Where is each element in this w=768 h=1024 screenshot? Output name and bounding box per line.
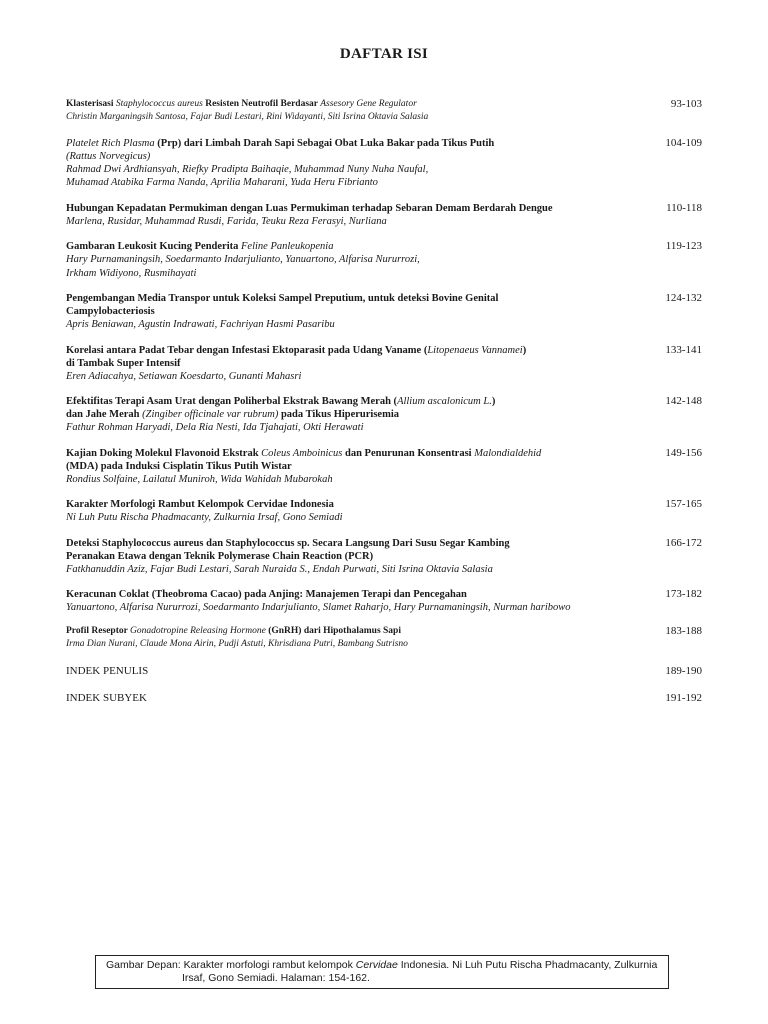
toc-entry[interactable] — [66, 98, 706, 125]
toc-entry-pages: 104-109 — [665, 136, 702, 149]
toc-entry-authors: Christin Marganingsih Santosa, Fajar Budi Lestari, Rini Widayanti, Siti Isrina Oktavia Salasia — [66, 112, 429, 122]
toc-entry-authors: Rondius Solfaine, Lailatul Muniroh, Wida Wahidah Mubarokah — [66, 473, 333, 485]
toc-entry[interactable] — [66, 202, 706, 229]
toc-entry-title: Keracunan Coklat (Theobroma Cacao) pada Anjing: Manajemen Terapi dan Pencegahan — [66, 589, 467, 600]
toc-entry-title: Profil Reseptor Gonadotropine Releasing Hormone (GnRH) dari Hipothalamus Sapi — [66, 625, 401, 636]
toc-entry[interactable] — [66, 537, 706, 577]
toc-entry-title: Efektifitas Terapi Asam Urat dengan Poliherbal Ekstrak Bawang Merah (Allium ascalonicum L.) dan Jahe Merah (Zingiber officinale var rubrum) pada Tikus Hiperurisemia — [66, 396, 496, 420]
toc-entry-authors: Ni Luh Putu Rischa Phadmacanty, Zulkurnia Irsaf, Gono Semiadi — [66, 512, 343, 523]
toc-entry[interactable] — [66, 447, 706, 487]
toc-index-label: INDEK PENULIS — [66, 665, 149, 677]
toc-entry-title: Pengembangan Media Transpor untuk Koleksi Sampel Preputium, untuk deteksi Bovine Genital Campylobacteriosis — [66, 293, 499, 317]
cover-caption-box — [95, 955, 669, 989]
toc-entry-pages: 93-103 — [670, 98, 702, 110]
toc-entry-authors: Fathur Rohman Haryadi, Dela Ria Nesti, Ida Tjahajati, Okti Herawati — [66, 422, 364, 433]
toc-entry-authors: Eren Adiacahya, Setiawan Koesdarto, Gunanti Mahasri — [66, 370, 302, 382]
toc-entry-authors: Rahmad Dwi Ardhiansyah, Riefky Pradipta Baihaqie, Muhammad Nuny Nuha Naufal, — [66, 163, 429, 175]
cover-caption-italic: Cervidae — [355, 959, 398, 971]
toc-entry-title: Platelet Rich Plasma (Prp) dari Limbah Darah Sapi Sebagai Obat Luka Bakar pada Tikus Putih (Rattus Norvegicus) — [66, 137, 495, 162]
toc-entry-title: Gambaran Leukosit Kucing Penderita Feline Panleukopenia — [66, 241, 334, 252]
toc-entry-pages: 149-156 — [665, 446, 702, 459]
cover-caption-text-b: Indonesia. Ni Luh Putu Rischa Phadmacanty, Zulkurnia — [397, 959, 658, 971]
toc-entry-pages: 124-132 — [665, 292, 702, 304]
toc-index-label: INDEK SUBYEK — [66, 692, 147, 704]
toc-entry[interactable] — [66, 240, 706, 280]
cover-caption-line-2: Irsaf, Gono Semiadi. Halaman: 154-162. — [182, 972, 370, 984]
toc-entry-pages: 173-182 — [665, 588, 702, 600]
toc-entry-title: Deteksi Staphylococcus aureus dan Staphylococcus sp. Secara Langsung Dari Susu Segar Kambing Peranakan Etawa dengan Teknik Polymerase Chain Reaction (PCR) — [66, 537, 510, 562]
toc-entry-title: Kajian Doking Molekul Flavonoid Ekstrak Coleus Amboinicus dan Penurunan Konsentrasi Malondialdehid (MDA) pada Induksi Cisplatin Tikus Putih Wistar — [66, 447, 542, 472]
cover-caption-line-1 — [106, 959, 658, 972]
cover-caption-prefix: Gambar Depan: — [106, 959, 181, 971]
toc-entry-title: Karakter Morfologi Rambut Kelompok Cervidae Indonesia — [66, 499, 334, 510]
cover-caption-text-a: Karakter morfologi rambut kelompok — [180, 959, 356, 971]
toc-index-entry[interactable] — [66, 665, 706, 678]
toc-entry-pages: 119-123 — [665, 240, 702, 252]
toc-entry-authors: Irkham Widiyono, Rusmihayati — [66, 267, 197, 279]
toc-entry[interactable] — [66, 395, 706, 435]
toc-entry[interactable] — [66, 588, 706, 615]
toc-index-pages: 191-192 — [665, 692, 702, 704]
toc-index-entry[interactable] — [66, 692, 706, 705]
toc-entry-authors: Muhamad Atabika Farma Nanda, Aprilia Maharani, Yuda Heru Fibrianto — [66, 177, 378, 188]
table-of-contents — [66, 98, 706, 705]
toc-entry-pages: 183-188 — [665, 624, 702, 637]
toc-entry[interactable] — [66, 344, 706, 384]
toc-index-pages: 189-190 — [665, 665, 702, 677]
toc-entry-authors: Fatkhanuddin Aziz, Fajar Budi Lestari, Sarah Nuraida S., Endah Purwati, Siti Isrina Oktavia Salasia — [66, 563, 493, 575]
toc-entry-pages: 110-118 — [666, 201, 702, 214]
toc-entry[interactable] — [66, 292, 706, 332]
toc-entry-authors: Apris Beniawan, Agustin Indrawati, Fachriyan Hasmi Pasaribu — [66, 319, 335, 330]
toc-entry-title: Hubungan Kepadatan Permukiman dengan Luas Permukiman terhadap Sebaran Demam Berdarah Dengue — [66, 202, 553, 214]
toc-entry-pages: 142-148 — [665, 395, 702, 407]
toc-entry[interactable] — [66, 625, 706, 652]
toc-entry-title: Klasterisasi Staphylococcus aureus Resisten Neutrofil Berdasar Assesory Gene Regulator — [66, 99, 417, 109]
toc-entry-title: Korelasi antara Padat Tebar dengan Infestasi Ektoparasit pada Udang Vaname (Litopenaeus Vannamei) di Tambak Super Intensif — [66, 344, 527, 369]
toc-entry-pages: 133-141 — [665, 343, 702, 356]
toc-entry-authors: Yanuartono, Alfarisa Nururrozi, Soedarmanto Indarjulianto, Slamet Raharjo, Hary Purnamaningsih, Nurman haribowo — [66, 602, 571, 613]
toc-entry-authors: Irma Dian Nurani, Claude Mona Airin, Pudji Astuti, Khrisdiana Putri, Bambang Sutrisno — [66, 638, 408, 649]
toc-entry[interactable] — [66, 498, 706, 525]
toc-entry[interactable] — [66, 137, 706, 190]
toc-entry-authors: Hary Purnamaningsih, Soedarmanto Indarjulianto, Yanuartono, Alfarisa Nururrozi, — [66, 254, 420, 265]
toc-entry-authors: Marlena, Rusidar, Muhammad Rusdi, Farida, Teuku Reza Ferasyi, Nurliana — [66, 215, 387, 227]
toc-entry-pages: 157-165 — [665, 498, 702, 510]
page-title: DAFTAR ISI — [339, 46, 429, 62]
toc-entry-pages: 166-172 — [665, 536, 702, 549]
